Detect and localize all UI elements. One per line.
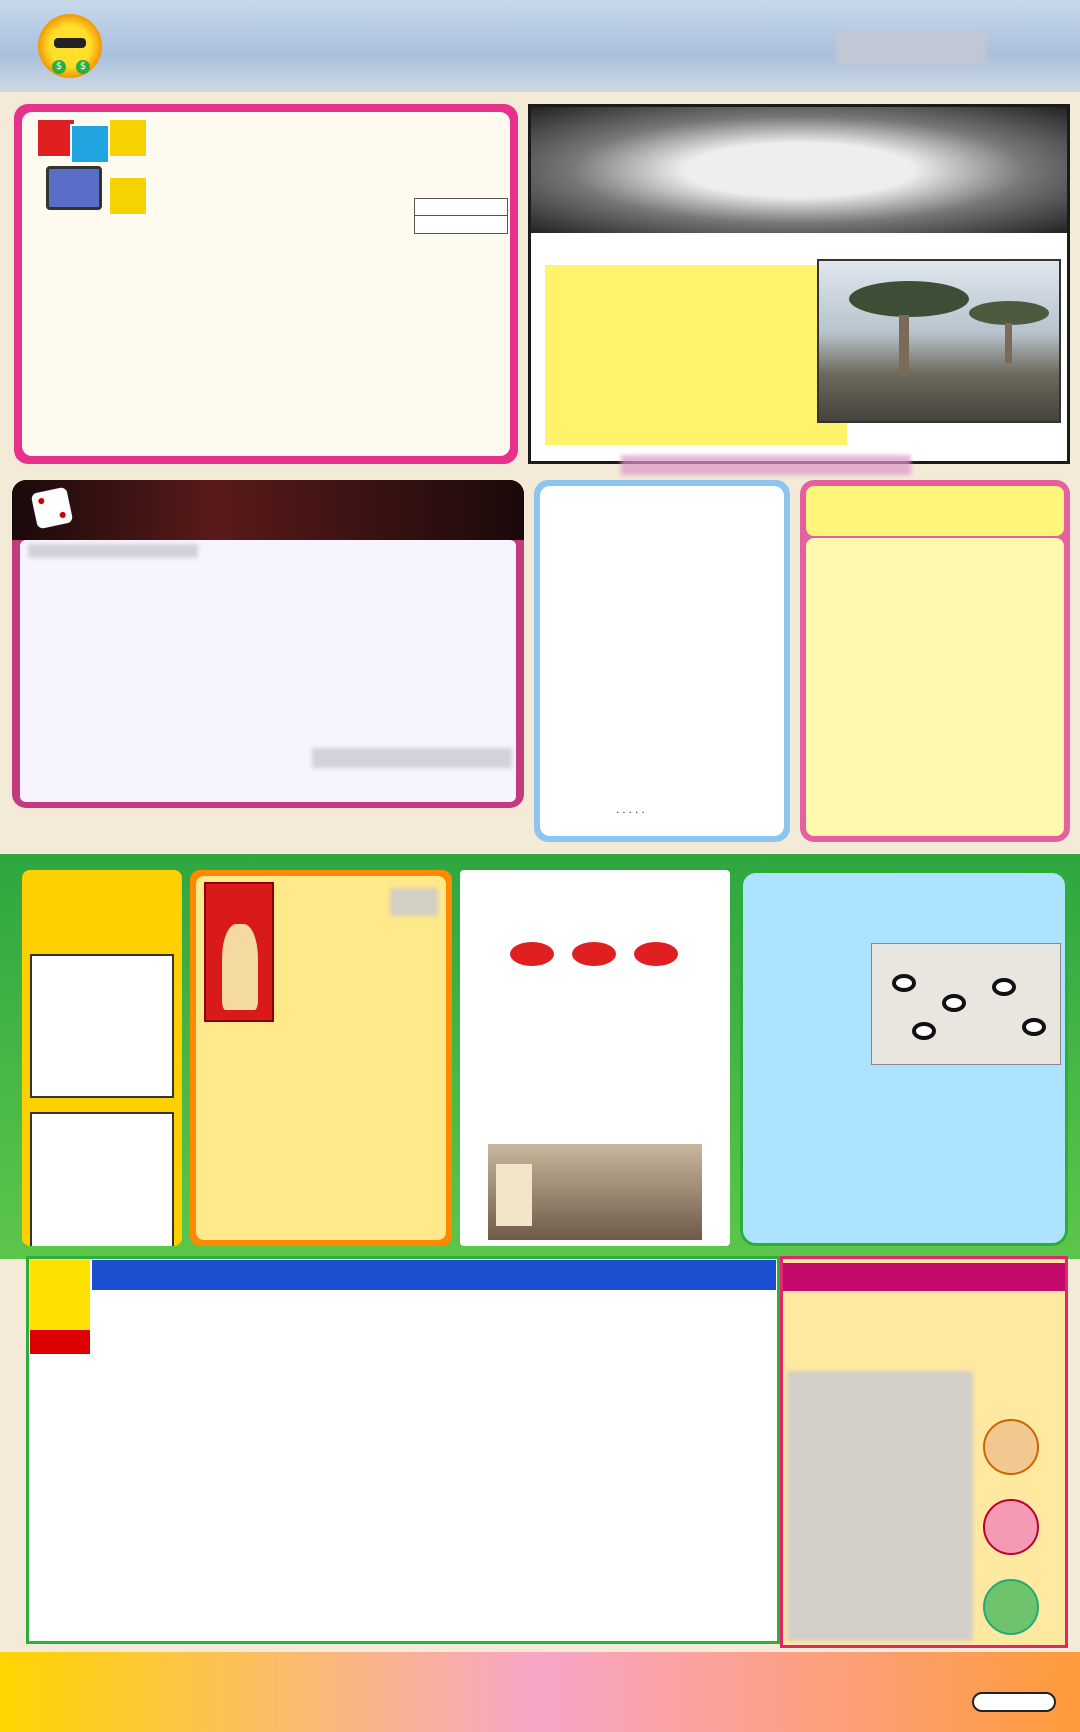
stick-chip-1	[510, 942, 554, 966]
almanac-notes	[290, 920, 440, 1046]
stick-chip-2	[572, 942, 616, 966]
deity-grid	[32, 1356, 774, 1636]
sun-logo-icon: $ $	[38, 14, 102, 78]
mailbox-invite	[28, 544, 516, 562]
sudoku-current-grid	[30, 1112, 174, 1246]
header-bar	[0, 0, 1080, 92]
stick-body	[468, 1004, 724, 1126]
deity-grid-top	[108, 1292, 774, 1354]
deities-monk-label	[30, 1330, 90, 1354]
almanac-book	[204, 882, 274, 1022]
footer-bar	[0, 1652, 1080, 1732]
horse-director-body	[812, 542, 1062, 768]
redaction-blur	[787, 1371, 973, 1641]
dragon-tree-photo	[817, 259, 1061, 423]
demon-figure-icon	[983, 1499, 1039, 1555]
daoist-body	[791, 1299, 1059, 1365]
redaction-blur	[621, 455, 911, 475]
spirit-panel	[528, 104, 1070, 464]
mystery-body	[757, 945, 1057, 1225]
fortune-body	[204, 1080, 442, 1220]
stick-chip-3	[634, 942, 678, 966]
hero-figure-icon	[983, 1579, 1039, 1635]
fortune-stick-panel	[460, 870, 730, 1246]
sudoku-panel	[22, 870, 182, 1246]
spirit-body	[545, 265, 847, 445]
email-letter-panel	[14, 104, 518, 464]
redaction-blur	[312, 748, 512, 768]
page-label	[972, 1692, 1056, 1712]
sudoku-previous-grid	[30, 954, 174, 1098]
email-icon	[36, 118, 156, 222]
daoist-panel	[780, 1256, 1068, 1648]
dice-icon	[31, 487, 74, 530]
redaction-blur	[390, 888, 438, 916]
redaction-blur	[836, 32, 986, 64]
bazi-chart	[414, 198, 508, 234]
letter-intro	[164, 118, 508, 194]
gambling-king-panel	[12, 480, 524, 808]
deity-headers	[92, 1260, 776, 1290]
letter-body	[34, 244, 510, 456]
daoist-title	[783, 1263, 1065, 1291]
monk-figure-icon	[983, 1419, 1039, 1475]
horse-director-tail	[812, 772, 1062, 832]
reply-lead	[164, 196, 408, 242]
diary-sign-row: · · · · ·	[616, 808, 645, 819]
mystery-panel	[740, 870, 1068, 1246]
fortune-teller-photo	[488, 1144, 702, 1240]
diary-body	[548, 582, 780, 808]
horse-director-panel	[800, 480, 1070, 842]
deities-label	[30, 1260, 90, 1330]
fortune-panel	[190, 870, 452, 1246]
gambler-diary-panel	[534, 480, 790, 842]
